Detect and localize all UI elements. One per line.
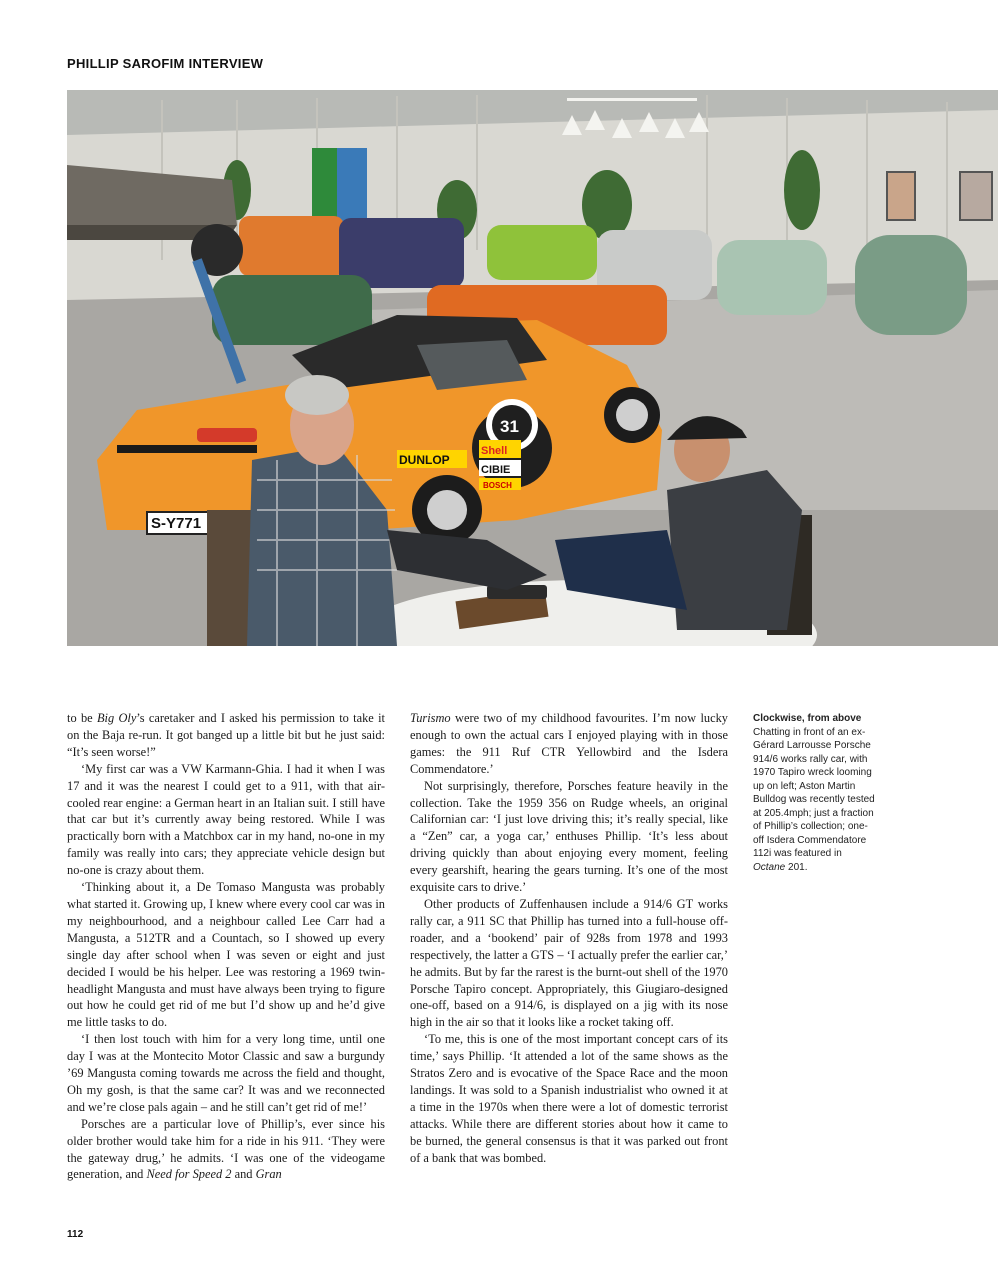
bosch-decal: BOSCH — [483, 481, 512, 490]
shell-decal: Shell — [481, 445, 508, 457]
caption-body: Chatting in front of an ex-Gérard Larrousse Porsche 914/6 works rally car, with 1970 Tapiro wreck looming up on left; Aston Martin Bulldog was recently tested at 205.4mph; just a fraction of Phillip’s collection; one-off Isdera Commendatore 112i was featured in Octane 201. — [753, 726, 875, 873]
framed-poster — [887, 172, 915, 220]
page-number: 112 — [67, 1229, 84, 1240]
paragraph: ‘My first car was a VW Karmann-Ghia. I had it when I was 17 and it was the nearest I could get to a 911, with that air-cooled rear engine: a German heart in an Italian suit. I still have that car but it’s currently away being restored. While I was practically born with a Matchbox car in my hand, no-one in my family was really into cars; they appreciate vehicle design but no-one is crazy about them. — [67, 761, 385, 878]
framed-poster — [960, 172, 992, 220]
dunlop-decal: DUNLOP — [399, 453, 450, 467]
paragraph: Other products of Zuffenhausen include a 914/6 GT works rally car, a 911 SC that Phillip has turned into a full-house off-roader, and a ‘bookend’ pair of 928s from 1978 and 1993 respectively, the latter a GTS – ‘I actually prefer the earlier car,’ he admits. But by far the rarest is the burnt-out shell of the 1970 Porsche Tapiro concept. Appropriately, this Giugiaro-designed one-off, based on a 914/6, is displayed on a jig with its nose high in the air so that it looks like a rocket taking off. — [410, 896, 728, 1030]
article-column-1 — [67, 710, 385, 1183]
paragraph: Porsches are a particular love of Phillip’s, ever since his older brother would take him for a ride in his 911. ‘They were the gateway drug,’ he admits. ‘I was one of the videogame generation, and Need for Speed 2 and Gran — [67, 1116, 385, 1182]
garage-scene-illustration — [67, 90, 998, 646]
feature-photo — [67, 90, 998, 646]
paragraph: Turismo were two of my childhood favourites. I’m now lucky enough to own the actual cars I enjoyed playing with in those games: the 911 Ruf CTR Yellowbird and the Isdera Commendatore.’ — [410, 711, 728, 776]
license-plate: S-Y771 — [151, 515, 202, 532]
cibie-decal: CIBIE — [481, 464, 511, 476]
photo-caption — [753, 712, 875, 874]
paragraph: ‘Thinking about it, a De Tomaso Mangusta was probably what started it. Growing up, I knew where every cool car was in my neighbourhood, and a neighbour called Lee Carr had a Mangusta, a 512TR and a Countach, so I showed up every single day after school when I was seven or eight and just decided I would be his helper. Lee was restoring a 1969 twin-headlight Mangusta and must have always been trying to figure out how he could get rid of me but I’d show up and he’d give me little tasks to do. — [67, 880, 385, 1030]
paragraph: ‘To me, this is one of the most important concept cars of its time,’ says Phillip. ‘It attended a lot of the same shows as the Stratos Zero and is evocative of the Space Race and the moon landings. It was sold to a Spanish industrialist who owned it at a time in the 1970s when there were a lot of domestic terrorist attacks. While there are different stories about how it came to be burned, the general consensus is that it was parked out front of a bank that was bombed. — [410, 1032, 728, 1165]
caption-title: Clockwise, from above — [753, 713, 862, 724]
race-number: 31 — [500, 417, 519, 436]
page-header: PHILLIP SAROFIM INTERVIEW — [67, 56, 264, 71]
paragraph: Not surprisingly, therefore, Porsches feature heavily in the collection. Take the 1959 356 on Rudge wheels, an original Californian car: ‘I just love driving this; it’s really special, like a “Zen” car, a yoga car,’ enthuses Phillip. ‘It’s less about driving quickly than about enjoying every moment, feeling every gearshift, hearing the gears turning. It’s one of the most exquisite cars to drive.’ — [410, 778, 728, 895]
paragraph: ‘I then lost touch with him for a very long time, until one day I was at the Montecito Motor Classic and saw a burgundy ’69 Mangusta coming towards me across the field and thought, Oh my gosh, is that the same car? It was and we reconnected and we’re close pals again – and he still can’t get rid of me!’ — [67, 1032, 385, 1114]
paragraph: to be Big Oly’s caretaker and I asked his permission to take it on the Baja re-run. It got banged up a little bit but he just said: “It’s seen worse!” — [67, 711, 385, 759]
article-column-2 — [410, 710, 728, 1166]
